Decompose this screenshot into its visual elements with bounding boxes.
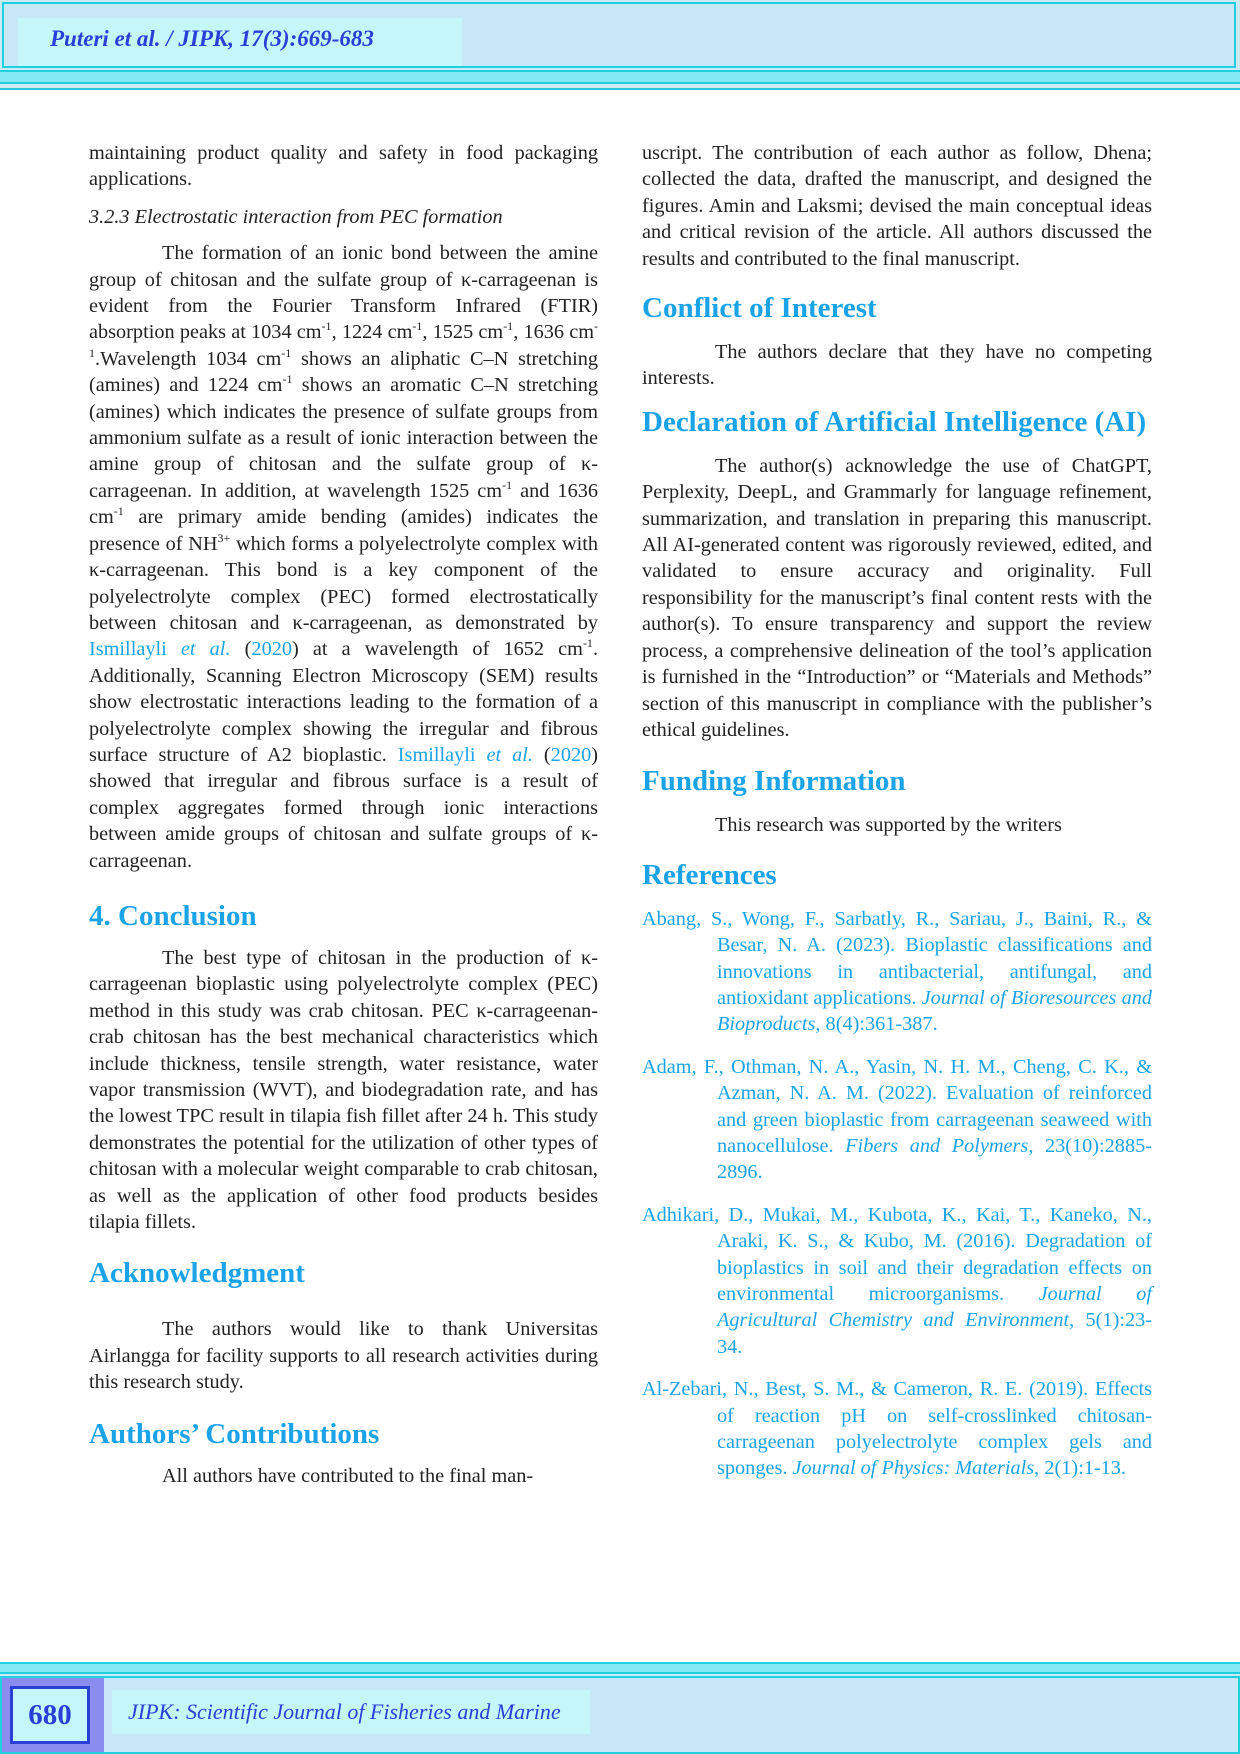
journal-name: JIPK: Scientific Journal of Fisheries and Marine xyxy=(128,1699,561,1724)
reference-item[interactable]: Al-Zebari, N., Best, S. M., & Cameron, R. E. (2019). Effects of reaction pH on self-crosslinked chitosan-carrageenan polyelectrolyte complex gels and sponges. Journal of Physics: Materials, 2(1):1-13. xyxy=(642,1378,1152,1480)
reference-item[interactable]: Adam, F., Othman, N. A., Yasin, N. H. M., Cheng, C. K., & Azman, N. A. M. (2022). Evaluation of reinforced and green bioplastic from carrageenan seaweed with nanocellulose. Fibers and Polymers, 23(10):2885-2896. xyxy=(642,1055,1152,1184)
journal-name-box xyxy=(112,1690,590,1734)
subsection-heading: 3.2.3 Electrostatic interaction from PEC formation xyxy=(89,205,503,228)
funding-paragraph: This research was supported by the writers xyxy=(715,814,1062,837)
header-strip xyxy=(0,70,1240,84)
page-number-box xyxy=(2,1678,104,1752)
contributions-continued: uscript. The contribution of each author as follow, Dhena; collected the data, drafted the manuscript, and designed the figures. Amin and Laksmi; devised the main conceptual ideas and critical revision of the article. All authors discussed the results and contributed to the final manuscript. xyxy=(642,142,1152,270)
citation-link[interactable]: Ismillayli et al. xyxy=(89,638,231,661)
contributions-heading: Authors’ Contributions xyxy=(89,1417,380,1450)
acknowledgment-paragraph: The authors would like to thank Universitas Airlangga for facility supports to all research activities during this research study. xyxy=(89,1318,598,1394)
header-box xyxy=(2,2,1236,68)
contributions-paragraph: All authors have contributed to the final man- xyxy=(162,1464,534,1487)
left-column xyxy=(89,140,598,1489)
citation-link[interactable]: Ismillayli et al. xyxy=(397,743,533,766)
ai-declaration-paragraph: The author(s) acknowledge the use of ChatGPT, Perplexity, DeepL, and Grammarly for language refinement, summarization, and translation in preparing this manuscript. All AI-generated content was rigorously reviewed, edited, and validated to ensure accuracy and originality. Full responsibility for the manuscript’s final content rests with the author(s). To ensure transparency and support the review process, a comprehensive delineation of the tool’s application is furnished in the “Introduction” or “Materials and Methods” section of this manuscript in compliance with the publisher’s ethical guidelines. xyxy=(642,454,1152,741)
acknowledgment-heading: Acknowledgment xyxy=(89,1257,305,1290)
running-title: Puteri et al. / JIPK, 17(3):669-683 xyxy=(50,26,374,51)
footer-strip xyxy=(0,1662,1240,1674)
funding-heading: Funding Information xyxy=(642,765,906,798)
ai-declaration-heading: Declaration of Artificial Intelligence (AI) xyxy=(642,405,1147,438)
references-heading: References xyxy=(642,858,777,891)
conclusion-heading: 4. Conclusion xyxy=(89,899,257,932)
page-header xyxy=(0,0,1240,90)
reference-item[interactable]: Adhikari, D., Mukai, M., Kubota, K., Kai, T., Kaneko, N., Araki, K. S., & Kubo, M. (2016). Degradation of bioplastics in soil and their degradation effects on environmental microorganisms. Journal of Agricultural Chemistry and Environment, 5(1):23-34. xyxy=(642,1203,1152,1358)
reference-item[interactable]: Abang, S., Wong, F., Sarbatly, R., Sariau, J., Baini, R., & Besar, N. A. (2023). Bioplastic classifications and innovations in antibacterial, antifungal, and antioxidant applications. Journal of Bioresources and Bioproducts, 8(4):361-387. xyxy=(642,907,1152,1036)
right-column xyxy=(642,140,1152,1498)
conclusion-paragraph: The best type of chitosan in the production of κ-carrageenan bioplastic using polyelectrolyte complex (PEC) method in this study was crab chitosan. PEC κ-carrageenan-crab chitosan has the best mechanical characteristics which include thickness, tensile strength, water resistance, water vapor transmission (WVT), and biodegradation rate, and has the lowest TPC result in tilapia fish fillet after 24 h. This study demonstrates the potential for the utilization of other types of chitosan with a molecular weight comparable to crab chitosan, as well as the application of other food products besides tilapia fillets. xyxy=(89,946,598,1234)
citation-year-link[interactable]: 2020 xyxy=(550,743,592,766)
page-number: 680 xyxy=(10,1686,90,1744)
conflict-paragraph: The authors declare that they have no competing interests. xyxy=(642,341,1152,390)
footer-bar xyxy=(0,1676,1240,1754)
page-footer xyxy=(0,1662,1240,1754)
pec-paragraph: The formation of an ionic bond between the amine group of chitosan and the sulfate group of κ-carrageenan is evident from the Fourier Transform Infrared (FTIR) absorption peaks at 1034 $cm^{-1}$, 1224 $cm^{-1}$, 1525 $cm^{-1}$, 1636 $cm^{-1}.Wavelength$ 1034 $cm^{-1}$ shows an aliphatic C–N stretching (amines) and 1224 $cm^{-1}$ shows an aromatic C–N stretching (amines) which indicates the presence of sulfate groups from ammonium sulfate as a result of ionic interaction between the amine group of chitosan and the sulfate group of κ-carrageenan. In addition, at wavelength 1525 $cm^{-1}$ and 1636 $cm^{-1}$ are primary amide bending (amides) indicates the presence of $NH^{3+}$ which forms a polyelectrolyte complex with κ-carrageenan. This bond is a key component of the polyelectrolyte complex (PEC) formed electrostatically between chitosan and κ-carrageenan, as demonstrated by Ismillayli et al. (2020) at a wavelength of 1652 $cm^{-1}$. Additionally, Scanning Electron Microscopy (SEM) results show electrostatic interactions leading to the formation of a polyelectrolyte complex showing the irregular and fibrous surface structure of A2 bioplastic. Ismillayli et al. (2020) showed that irregular and fibrous surface is a result of complex aggregates formed through ionic interactions between amide groups of chitosan and sulfate groups of κ-carrageenan. xyxy=(89,242,599,872)
conflict-heading: Conflict of Interest xyxy=(642,292,877,325)
running-title-box xyxy=(18,18,462,66)
citation-year-link[interactable]: 2020 xyxy=(251,638,292,661)
intro-paragraph: maintaining product quality and safety in food packaging applications. xyxy=(89,142,598,191)
